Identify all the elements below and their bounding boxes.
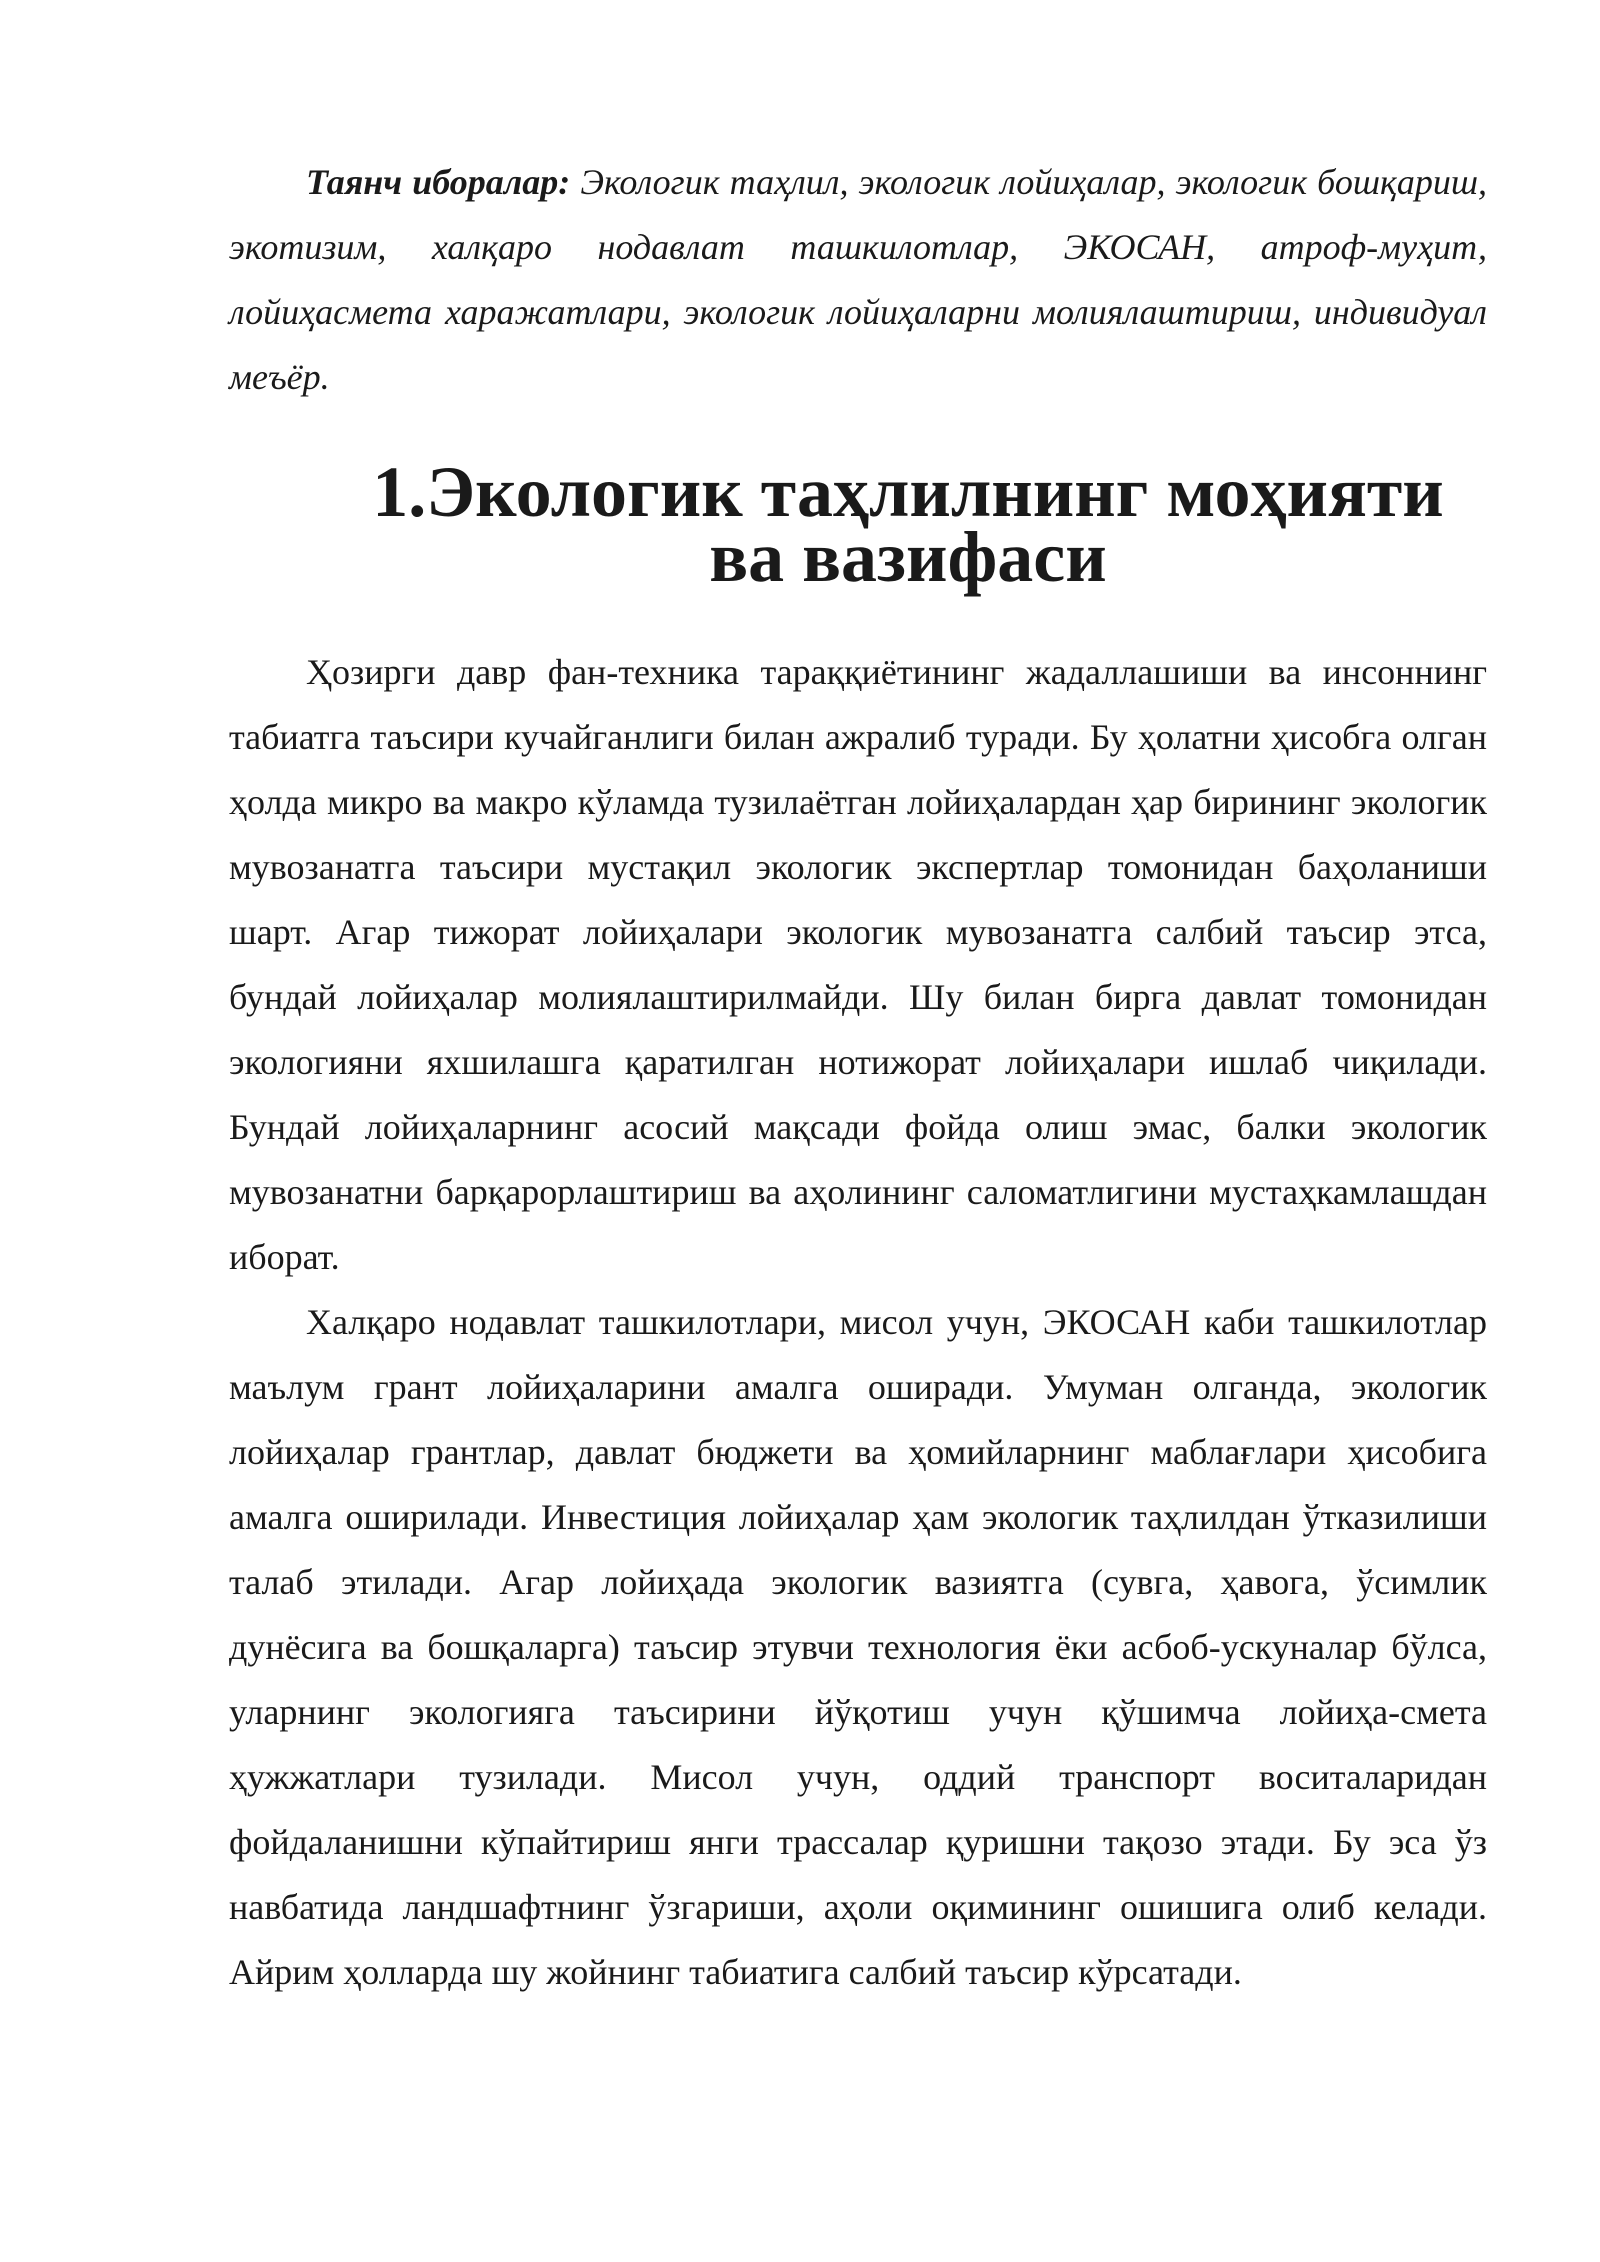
keywords-paragraph [229,150,1487,410]
section-heading: 1.Экологик таҳлилнинг моҳияти ва вазифаси [372,452,1444,597]
body-paragraph-2: Халқаро нодавлат ташкилотлари, мисол учун, ЭКОСАН каби ташкилотлар маълум грант лойиҳаларини амалга оширади. Умуман олганда, экологик лойиҳалар грантлар, давлат бюджети ва ҳомийларнинг маблағлари ҳисобига амалга оширилади. Инвестиция лойиҳалар ҳам экологик таҳлилдан ўтказилиши талаб этилади. Агар лойиҳада экологик вазиятга (сувга, ҳавога, ўсимлик дунёсига ва бошқаларга) таъсир этувчи технология ёки асбоб-ускуналар бўлса, уларнинг экологияга таъсирини йўқотиш учун қўшимча лойиҳа-смета ҳужжатлари тузилади. Мисол учун, оддий транспорт воситаларидан фойдаланишни кўпайтириш янги трассалар қуришни тақозо этади. Бу эса ўз навбатида ландшафтнинг ўзгариши, аҳоли оқимининг ошишига олиб келади. Айрим ҳолларда шу жойнинг табиатига салбий таъсир кўрсатади. [229,1302,1487,1992]
keywords-text: Экологик таҳлил, экологик лойиҳалар, экологик бошқариш, экотизим, халқаро нодавлат ташкилотлар, ЭКОСАН, атроф-муҳит, лойиҳасмета харажатлари, экологик лойиҳаларни молиялаштириш, индивидуал меъёр. [229,162,1488,397]
document-page [229,150,1487,2005]
body-paragraph-1: Ҳозирги давр фан-техника тараққиётининг жадаллашиши ва инсоннинг табиатга таъсири кучайганлиги билан ажралиб туради. Бу ҳолатни ҳисобга олган ҳолда микро ва макро кўламда тузилаётган лойиҳалардан ҳар бирининг экологик мувозанатга таъсири мустақил экологик экспертлар томонидан баҳоланиши шарт. Агар тижорат лойиҳалари экологик мувозанатга салбий таъсир этса, бундай лойиҳалар молиялаштирилмайди. Шу билан бирга давлат томонидан экологияни яхшилашга қаратилган нотижорат лойиҳалари ишлаб чиқилади. Бундай лойиҳаларнинг асосий мақсади фойда олиш эмас, балки экологик мувозанатни барқарорлаштириш ва аҳолининг саломатлигини мустаҳкамлашдан иборат. [229,652,1487,1277]
keywords-label: Таянч иборалар: [306,162,571,202]
